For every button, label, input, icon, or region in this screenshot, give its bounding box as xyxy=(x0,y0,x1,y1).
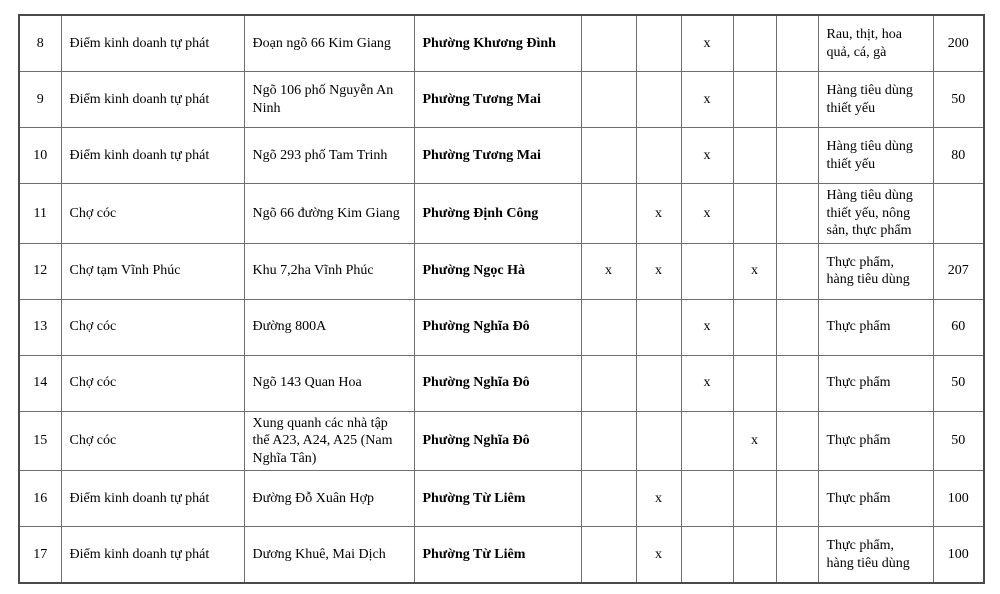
cell-market-type: Chợ cóc xyxy=(61,411,244,471)
cell-quantity xyxy=(933,184,984,244)
cell-row-number: 16 xyxy=(19,471,61,527)
table-row xyxy=(19,355,984,411)
cell-mark-3: x xyxy=(681,184,733,244)
cell-mark-5 xyxy=(776,299,818,355)
cell-mark-3 xyxy=(681,471,733,527)
cell-row-number: 10 xyxy=(19,128,61,184)
table-row xyxy=(19,72,984,128)
cell-address: Xung quanh các nhà tập thể A23, A24, A25 (Nam Nghĩa Tân) xyxy=(244,411,414,471)
cell-mark-1 xyxy=(581,128,636,184)
cell-mark-3: x xyxy=(681,15,733,72)
cell-market-type: Điểm kinh doanh tự phát xyxy=(61,72,244,128)
cell-mark-3: x xyxy=(681,299,733,355)
cell-mark-2: x xyxy=(636,471,681,527)
cell-ward: Phường Tương Mai xyxy=(414,128,581,184)
table-row xyxy=(19,128,984,184)
cell-address: Ngõ 143 Quan Hoa xyxy=(244,355,414,411)
cell-quantity: 207 xyxy=(933,243,984,299)
cell-mark-4 xyxy=(733,72,776,128)
cell-mark-3 xyxy=(681,527,733,584)
table-row xyxy=(19,411,984,471)
cell-market-type: Chợ cóc xyxy=(61,299,244,355)
cell-mark-2 xyxy=(636,355,681,411)
cell-mark-5 xyxy=(776,527,818,584)
cell-mark-1 xyxy=(581,411,636,471)
cell-market-type: Chợ tạm Vĩnh Phúc xyxy=(61,243,244,299)
cell-address: Ngõ 66 đường Kim Giang xyxy=(244,184,414,244)
cell-market-type: Điểm kinh doanh tự phát xyxy=(61,15,244,72)
cell-goods: Hàng tiêu dùng thiết yếu xyxy=(818,128,933,184)
cell-ward: Phường Nghĩa Đô xyxy=(414,299,581,355)
cell-quantity: 100 xyxy=(933,471,984,527)
cell-mark-5 xyxy=(776,355,818,411)
cell-market-type: Chợ cóc xyxy=(61,355,244,411)
cell-mark-4 xyxy=(733,15,776,72)
informal-market-table xyxy=(18,14,985,584)
cell-quantity: 50 xyxy=(933,355,984,411)
cell-address: Ngõ 293 phố Tam Trinh xyxy=(244,128,414,184)
cell-mark-1 xyxy=(581,355,636,411)
cell-mark-4: x xyxy=(733,243,776,299)
cell-goods: Rau, thịt, hoa quả, cá, gà xyxy=(818,15,933,72)
cell-goods: Thực phẩm, hàng tiêu dùng xyxy=(818,527,933,584)
cell-mark-2: x xyxy=(636,243,681,299)
cell-mark-3: x xyxy=(681,72,733,128)
cell-address: Đường Đỗ Xuân Hợp xyxy=(244,471,414,527)
cell-market-type: Chợ cóc xyxy=(61,184,244,244)
cell-mark-2: x xyxy=(636,184,681,244)
cell-mark-5 xyxy=(776,184,818,244)
cell-mark-5 xyxy=(776,72,818,128)
cell-goods: Thực phẩm, hàng tiêu dùng xyxy=(818,243,933,299)
cell-row-number: 9 xyxy=(19,72,61,128)
cell-quantity: 50 xyxy=(933,72,984,128)
cell-mark-4 xyxy=(733,527,776,584)
cell-mark-5 xyxy=(776,411,818,471)
cell-row-number: 17 xyxy=(19,527,61,584)
cell-market-type: Điểm kinh doanh tự phát xyxy=(61,128,244,184)
cell-mark-1 xyxy=(581,471,636,527)
cell-market-type: Điểm kinh doanh tự phát xyxy=(61,527,244,584)
cell-row-number: 8 xyxy=(19,15,61,72)
cell-address: Dương Khuê, Mai Dịch xyxy=(244,527,414,584)
cell-mark-2 xyxy=(636,72,681,128)
cell-ward: Phường Từ Liêm xyxy=(414,471,581,527)
table-row xyxy=(19,184,984,244)
cell-address: Đường 800A xyxy=(244,299,414,355)
cell-quantity: 200 xyxy=(933,15,984,72)
cell-ward: Phường Nghĩa Đô xyxy=(414,411,581,471)
cell-mark-3 xyxy=(681,243,733,299)
cell-quantity: 50 xyxy=(933,411,984,471)
cell-ward: Phường Khương Đình xyxy=(414,15,581,72)
cell-market-type: Điểm kinh doanh tự phát xyxy=(61,471,244,527)
cell-goods: Hàng tiêu dùng thiết yếu, nông sản, thực phẩm xyxy=(818,184,933,244)
cell-mark-2 xyxy=(636,128,681,184)
table-row xyxy=(19,299,984,355)
cell-goods: Thực phẩm xyxy=(818,299,933,355)
cell-row-number: 14 xyxy=(19,355,61,411)
cell-mark-2: x xyxy=(636,527,681,584)
cell-row-number: 11 xyxy=(19,184,61,244)
cell-mark-5 xyxy=(776,128,818,184)
cell-goods: Thực phẩm xyxy=(818,355,933,411)
cell-mark-2 xyxy=(636,299,681,355)
cell-row-number: 13 xyxy=(19,299,61,355)
cell-quantity: 100 xyxy=(933,527,984,584)
table-body xyxy=(19,15,984,583)
cell-mark-4 xyxy=(733,471,776,527)
cell-ward: Phường Tương Mai xyxy=(414,72,581,128)
cell-ward: Phường Định Công xyxy=(414,184,581,244)
cell-mark-4 xyxy=(733,299,776,355)
cell-mark-3 xyxy=(681,411,733,471)
cell-mark-4 xyxy=(733,355,776,411)
cell-ward: Phường Ngọc Hà xyxy=(414,243,581,299)
cell-mark-1 xyxy=(581,299,636,355)
cell-ward: Phường Nghĩa Đô xyxy=(414,355,581,411)
table-row xyxy=(19,527,984,584)
cell-quantity: 80 xyxy=(933,128,984,184)
table-row xyxy=(19,15,984,72)
cell-mark-5 xyxy=(776,243,818,299)
cell-address: Ngõ 106 phố Nguyễn An Ninh xyxy=(244,72,414,128)
cell-address: Khu 7,2ha Vĩnh Phúc xyxy=(244,243,414,299)
cell-mark-1 xyxy=(581,72,636,128)
cell-address: Đoạn ngõ 66 Kim Giang xyxy=(244,15,414,72)
cell-mark-1 xyxy=(581,15,636,72)
cell-mark-1 xyxy=(581,184,636,244)
cell-mark-4 xyxy=(733,184,776,244)
cell-row-number: 15 xyxy=(19,411,61,471)
cell-quantity: 60 xyxy=(933,299,984,355)
cell-goods: Thực phẩm xyxy=(818,471,933,527)
cell-mark-2 xyxy=(636,15,681,72)
cell-mark-1 xyxy=(581,527,636,584)
cell-mark-4: x xyxy=(733,411,776,471)
cell-ward: Phường Từ Liêm xyxy=(414,527,581,584)
cell-row-number: 12 xyxy=(19,243,61,299)
cell-mark-5 xyxy=(776,15,818,72)
table-row xyxy=(19,243,984,299)
cell-mark-1: x xyxy=(581,243,636,299)
cell-mark-2 xyxy=(636,411,681,471)
cell-goods: Thực phẩm xyxy=(818,411,933,471)
cell-mark-3: x xyxy=(681,128,733,184)
cell-mark-4 xyxy=(733,128,776,184)
cell-goods: Hàng tiêu dùng thiết yếu xyxy=(818,72,933,128)
cell-mark-3: x xyxy=(681,355,733,411)
cell-mark-5 xyxy=(776,471,818,527)
table-row xyxy=(19,471,984,527)
